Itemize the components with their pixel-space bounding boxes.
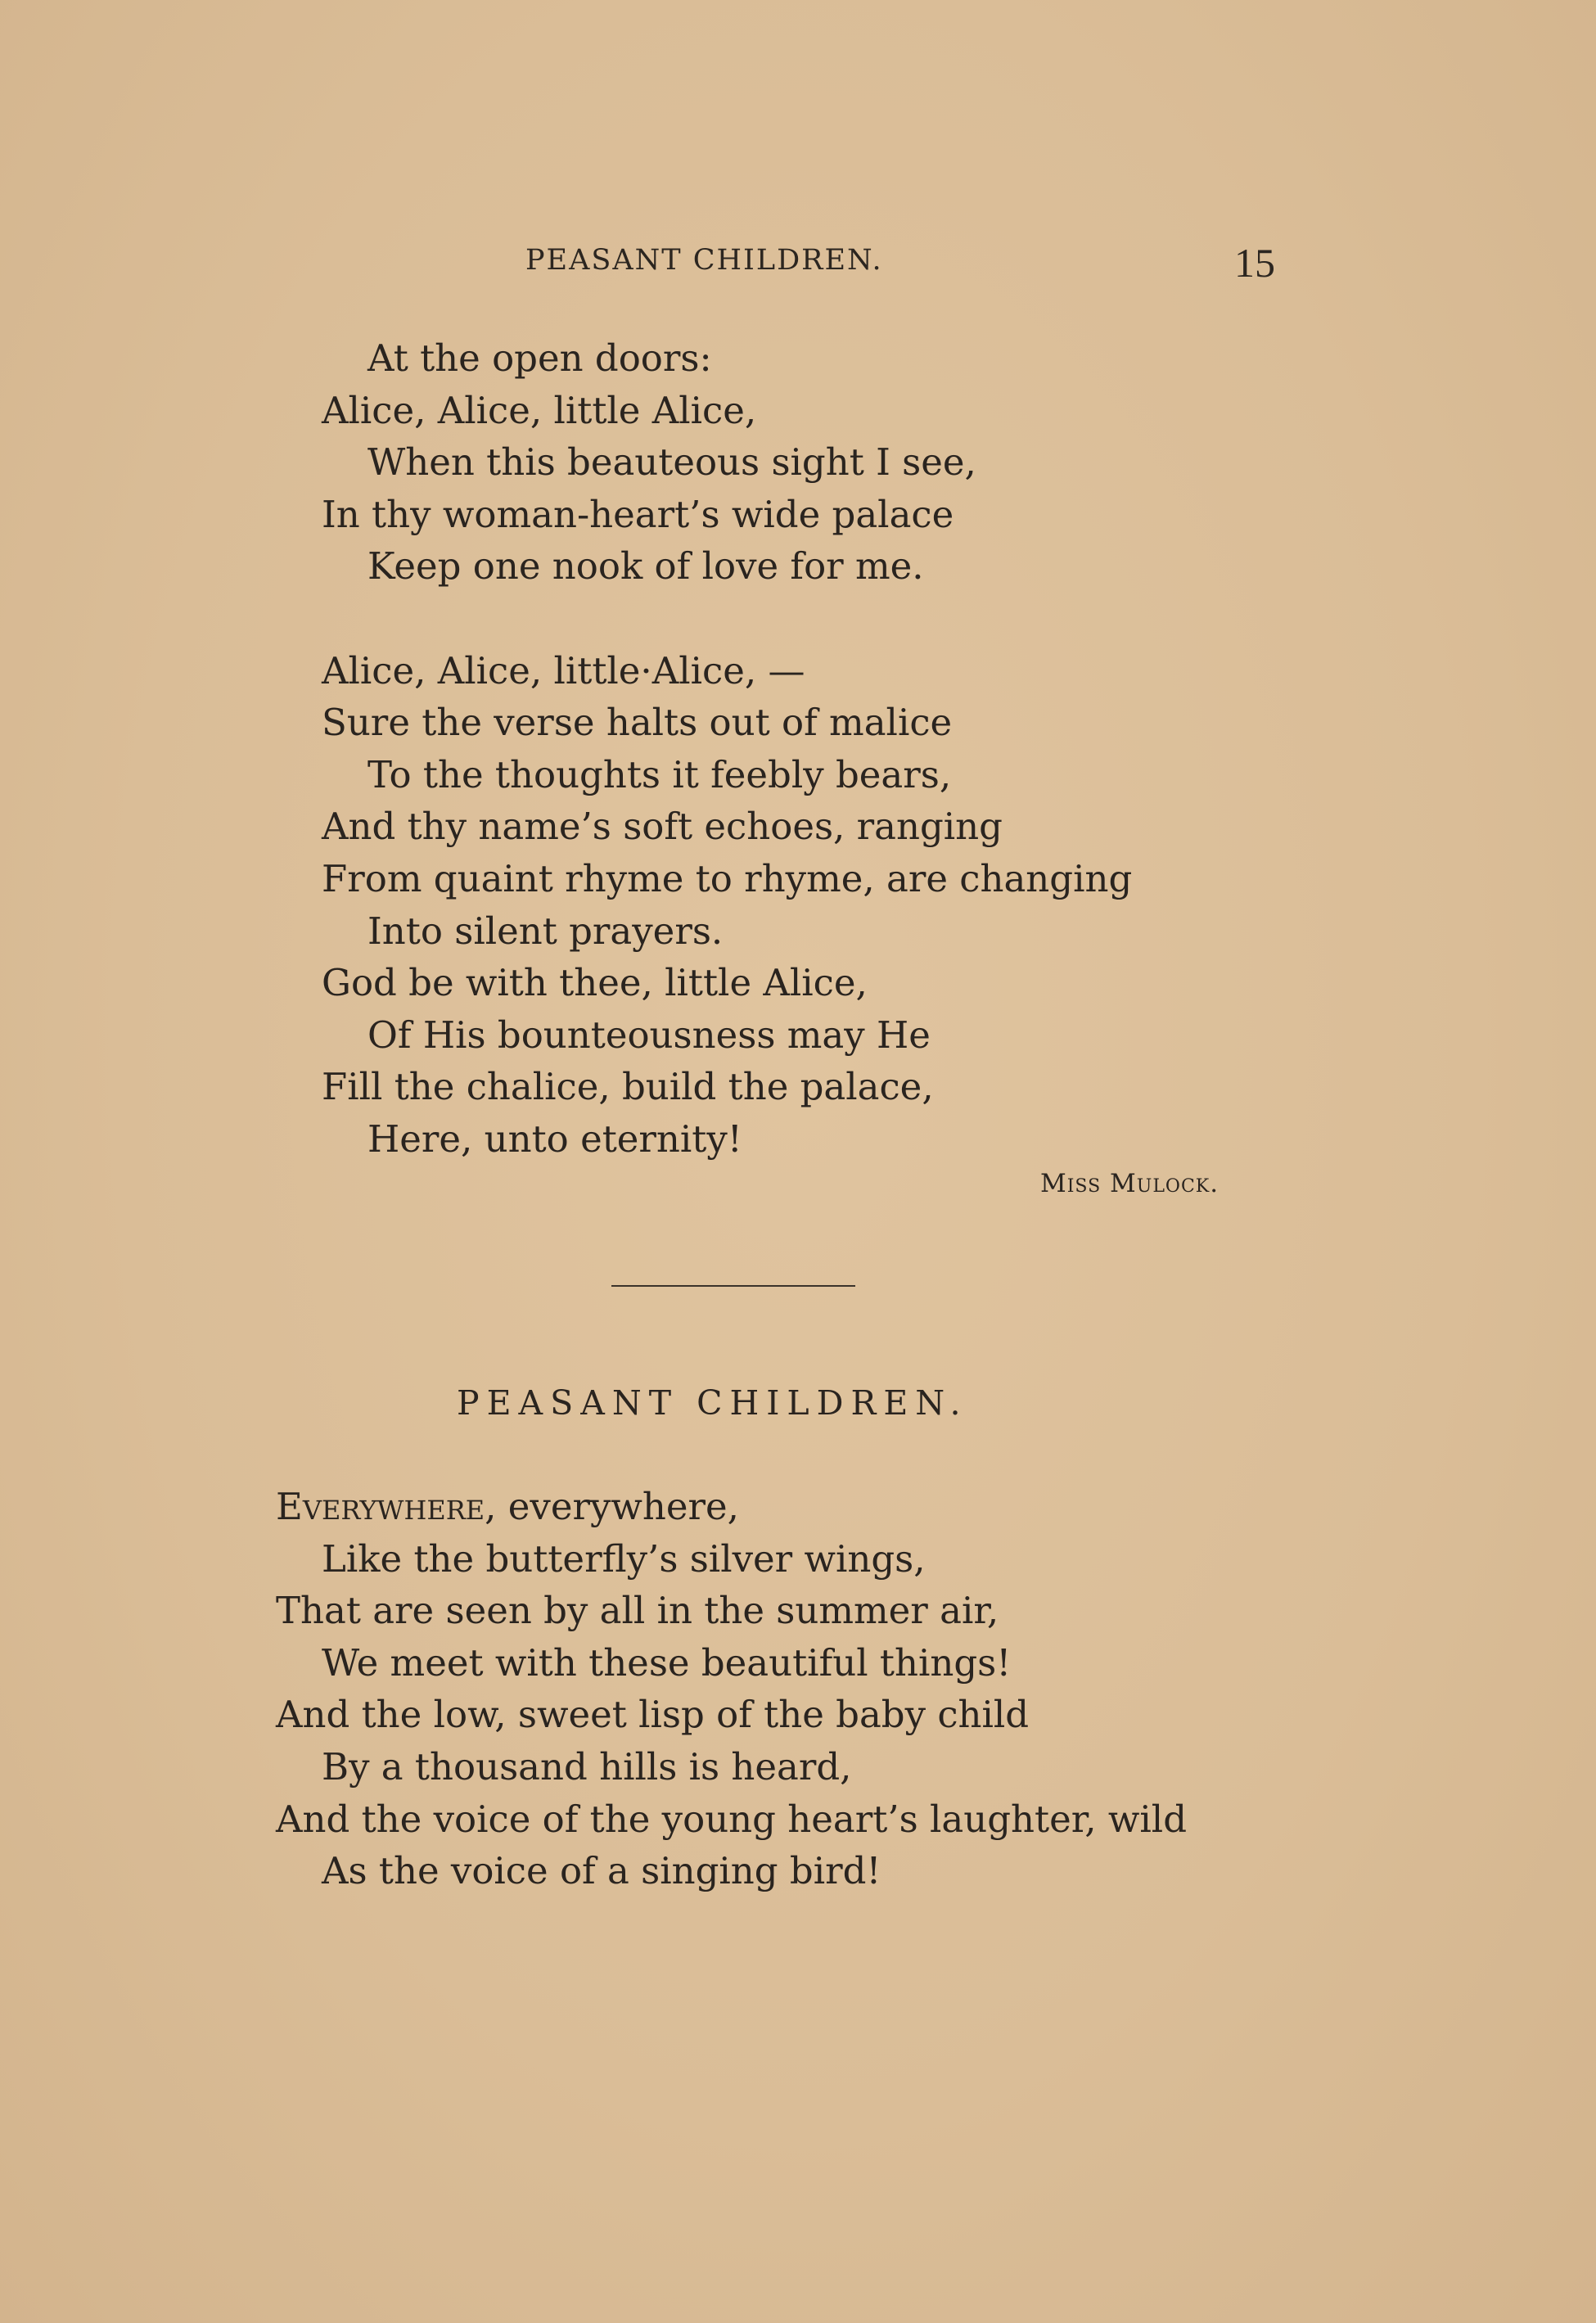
poem-line: Into silent prayers. <box>367 909 724 953</box>
section-divider <box>611 1285 855 1287</box>
poem-line: We meet with these beautiful things! <box>322 1640 1012 1685</box>
poem-line: God be with thee, little Alice, <box>322 961 868 1005</box>
drop-word: Everywhere <box>276 1485 485 1528</box>
poem-line: Keep one nook of love for me. <box>367 544 924 589</box>
poem-line: At the open doors: <box>367 336 712 380</box>
poem-line: In thy woman-heart’s wide palace <box>322 492 954 536</box>
poem-line: From quaint rhyme to rhyme, are changing <box>322 856 1133 900</box>
poem-line: Here, unto eternity! <box>367 1116 742 1161</box>
poem-line: And thy name’s soft echoes, ranging <box>322 805 1003 849</box>
poem-line: And the voice of the young heart’s laughter, wild <box>276 1797 1188 1841</box>
page-number: 15 <box>1234 240 1275 286</box>
poem-line: That are seen by all in the summer air, <box>276 1589 999 1633</box>
poem-continuation <box>322 332 1132 1166</box>
poem-line: Of His bounteousness may He <box>367 1013 931 1057</box>
author-attribution: Miss Mulock. <box>1040 1169 1220 1198</box>
poem-line: Alice, Alice, little·Alice, — <box>322 648 805 692</box>
poem-peasant-children <box>276 1481 1187 1897</box>
poem-line: By a thousand hills is heard, <box>322 1744 852 1788</box>
poem-line: And the low, sweet lisp of the baby child <box>276 1693 1030 1737</box>
poem-line: To the thoughts it feebly bears, <box>367 752 952 796</box>
poem-line: When this beauteous sight I see, <box>367 440 976 485</box>
poem-line: Alice, Alice, little Alice, <box>322 388 757 432</box>
poem-line: Like the butterfly’s silver wings, <box>322 1536 926 1581</box>
running-head: PEASANT CHILDREN. <box>525 244 883 277</box>
poem-line-rest: , everywhere, <box>485 1485 739 1528</box>
poem-line: Sure the verse halts out of malice <box>322 701 953 745</box>
poem-line <box>276 1481 1187 1533</box>
poem-line: As the voice of a singing bird! <box>322 1849 881 1893</box>
stanza-break <box>322 593 1132 645</box>
poem-line: Fill the chalice, build the palace, <box>322 1065 934 1109</box>
poem-title: PEASANT CHILDREN. <box>457 1383 968 1423</box>
